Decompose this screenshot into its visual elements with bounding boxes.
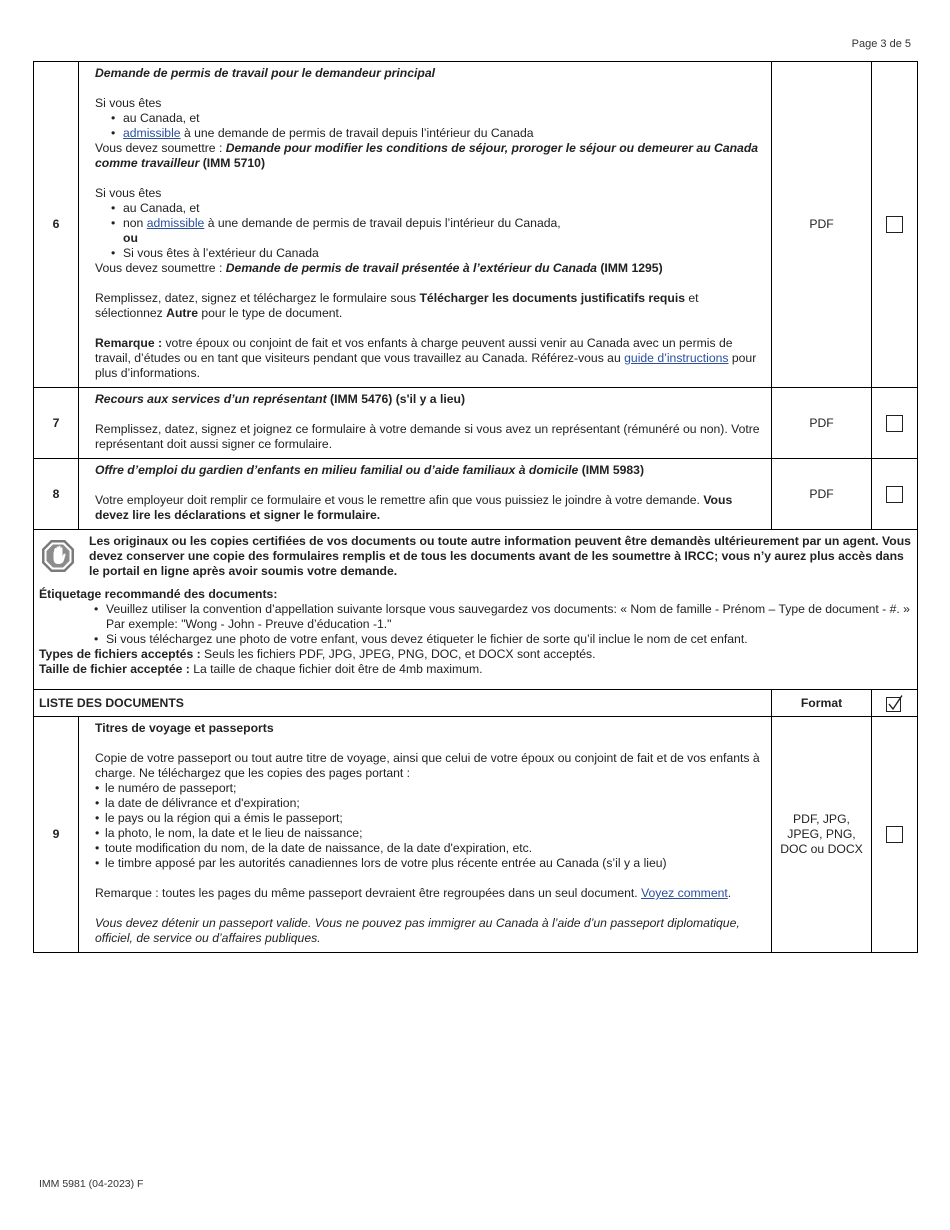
document-checkbox[interactable] [886, 216, 903, 233]
row-body: Remplissez, datez, signez et joignez ce formulaire à votre demande si vous avez un représentant (rémunéré ou non). Votre représentant doit aussi signer ce formulaire. [95, 422, 760, 451]
document-checkbox[interactable] [886, 415, 903, 432]
see-how-link[interactable]: Voyez comment [641, 886, 728, 900]
row-content [79, 388, 772, 459]
stop-hand-icon [41, 539, 75, 573]
condition-intro: Si vous êtes [95, 186, 162, 200]
labels-title: Étiquetage recommandé des documents: [39, 587, 278, 601]
row-title: Offre d’emploi du gardien d’enfants en milieu familial ou d’aide familiaux à domicile (IMM 5983) [95, 463, 645, 477]
row-number: 6 [34, 62, 79, 388]
format-cell: PDF, JPG, JPEG, PNG, DOC ou DOCX [772, 717, 872, 953]
condition-intro: Si vous êtes [95, 96, 162, 110]
list-item: • Si vous téléchargez une photo de votre enfant, vous devez étiqueter le fichier de sorte qu’il inclue le nom de cet enfant. [94, 632, 911, 647]
checkbox-cell [872, 62, 918, 388]
row-title: Titres de voyage et passeports [95, 721, 274, 735]
format-cell: PDF [772, 459, 872, 530]
checkbox-cell [872, 459, 918, 530]
checkbox-cell [872, 388, 918, 459]
list-item: • au Canada, et [111, 201, 761, 216]
list-header-format: Format [772, 690, 872, 717]
remark: Remarque : votre époux ou conjoint de fait et vos enfants à charge peuvent aussi venir au Canada avec un permis de travail, d’études ou en tant que visiteurs pendant que vous travaillez au Canada. Référez-vous au guide d’instructions pour plus d’informations. [95, 336, 757, 380]
or-label: ou [123, 231, 138, 245]
form-code: IMM 5981 (04-2023) F [39, 1178, 144, 1190]
row-content [79, 717, 772, 953]
documents-table [33, 61, 918, 953]
warning-text: Les originaux ou les copies certifiées de vos documents ou toute autre information peuvent être demandès ultérieurement par un agent. Vous devez conserver une copie des formulaires remplis et de tous les documents avant de les soumettre à IRCC; vous n’y aurez plus accès dans le portail en ligne après avoir soumis votre demande. [89, 534, 911, 578]
submit-instruction: Vous devez soumettre : Demande pour modifier les conditions de séjour, proroger le séjour ou demeurer au Canada comme travailleur (IMM 5710) [95, 141, 759, 170]
list-item: • Veuillez utiliser la convention d’appellation suivante lorsque vous sauvegardez vos documents: « Nom de famille - Prénom – Type de document - #. » Par exemple: "Wong - John - Preuve d’éducation -1." [94, 602, 911, 632]
row-content [79, 62, 772, 388]
remark: Remarque : toutes les pages du même passeport devraient être regroupées dans un seul document. Voyez comment. [95, 886, 732, 900]
format-cell: PDF [772, 388, 872, 459]
row-title: Recours aux services d’un représentant (IMM 5476) (s'il y a lieu) [95, 392, 466, 406]
list-item: • le pays ou la région qui a émis le passeport; [95, 811, 761, 826]
list-item: • admissible à une demande de permis de travail depuis l’intérieur du Canada [111, 126, 761, 141]
list-item: • non admissible à une demande de permis de travail depuis l’intérieur du Canada, [111, 216, 761, 231]
table-row [34, 388, 918, 459]
checkbox-cell [872, 717, 918, 953]
list-item: • au Canada, et [111, 111, 761, 126]
page-number: Page 3 de 5 [851, 38, 911, 50]
passport-note: Vous devez détenir un passeport valide. Vous ne pouvez pas immigrer au Canada à l’aide d’un passeport diplomatique, officiel, de service ou d’affaires publiques. [95, 916, 740, 945]
document-checkbox[interactable] [886, 826, 903, 843]
notice-row [34, 530, 918, 690]
list-item: • le numéro de passeport; [95, 781, 761, 796]
row-number: 8 [34, 459, 79, 530]
document-checkbox[interactable] [886, 486, 903, 503]
accepted-size: Taille de fichier acceptée : La taille de chaque fichier doit être de 4mb maximum. [39, 662, 483, 676]
checkbox-cell [872, 690, 918, 717]
submit-instruction: Vous devez soumettre : Demande de permis de travail présentée à l’extérieur du Canada (IMM 1295) [95, 261, 663, 275]
row-number: 9 [34, 717, 79, 953]
checkmark-icon [886, 695, 903, 712]
table-row [34, 62, 918, 388]
admissible-link[interactable]: admissible [146, 216, 205, 230]
row-number: 7 [34, 388, 79, 459]
list-item: • toute modification du nom, de la date de naissance, de la date d'expiration, etc. [95, 841, 761, 856]
table-row [34, 459, 918, 530]
instruction-guide-link[interactable]: guide d’instructions [624, 351, 729, 365]
table-row [34, 717, 918, 953]
list-item: • la photo, le nom, la date et le lieu de naissance; [95, 826, 761, 841]
row-title: Demande de permis de travail pour le demandeur principal [95, 66, 435, 80]
list-header-row [34, 690, 918, 717]
list-item: • Si vous êtes à l’extérieur du Canada [111, 246, 761, 261]
notice-cell [34, 530, 918, 690]
accepted-types: Types de fichiers acceptés : Seuls les fichiers PDF, JPG, JPEG, PNG, DOC, et DOCX sont acceptés. [39, 647, 596, 661]
fill-instruction: Remplissez, datez, signez et téléchargez le formulaire sous Télécharger les documents justificatifs requis et sélectionnez Autre pour le type de document. [95, 291, 699, 320]
admissible-link[interactable]: admissible [123, 126, 181, 140]
row-content [79, 459, 772, 530]
list-header-title: LISTE DES DOCUMENTS [34, 690, 772, 717]
list-item: • le timbre apposé par les autorités canadiennes lors de votre plus récente entrée au Canada (s’il y a lieu) [95, 856, 761, 871]
row-intro: Copie de votre passeport ou tout autre titre de voyage, ainsi que celui de votre époux ou conjoint de fait et de vos enfants à charge. Ne téléchargez que les copies des pages portant : [95, 751, 760, 780]
format-cell: PDF [772, 62, 872, 388]
list-item: • la date de délivrance et d'expiration; [95, 796, 761, 811]
row-body: Votre employeur doit remplir ce formulaire et vous le remettre afin que vous puissiez le joindre à votre demande. Vous devez lire les déclarations et signer le formulaire. [95, 493, 733, 522]
